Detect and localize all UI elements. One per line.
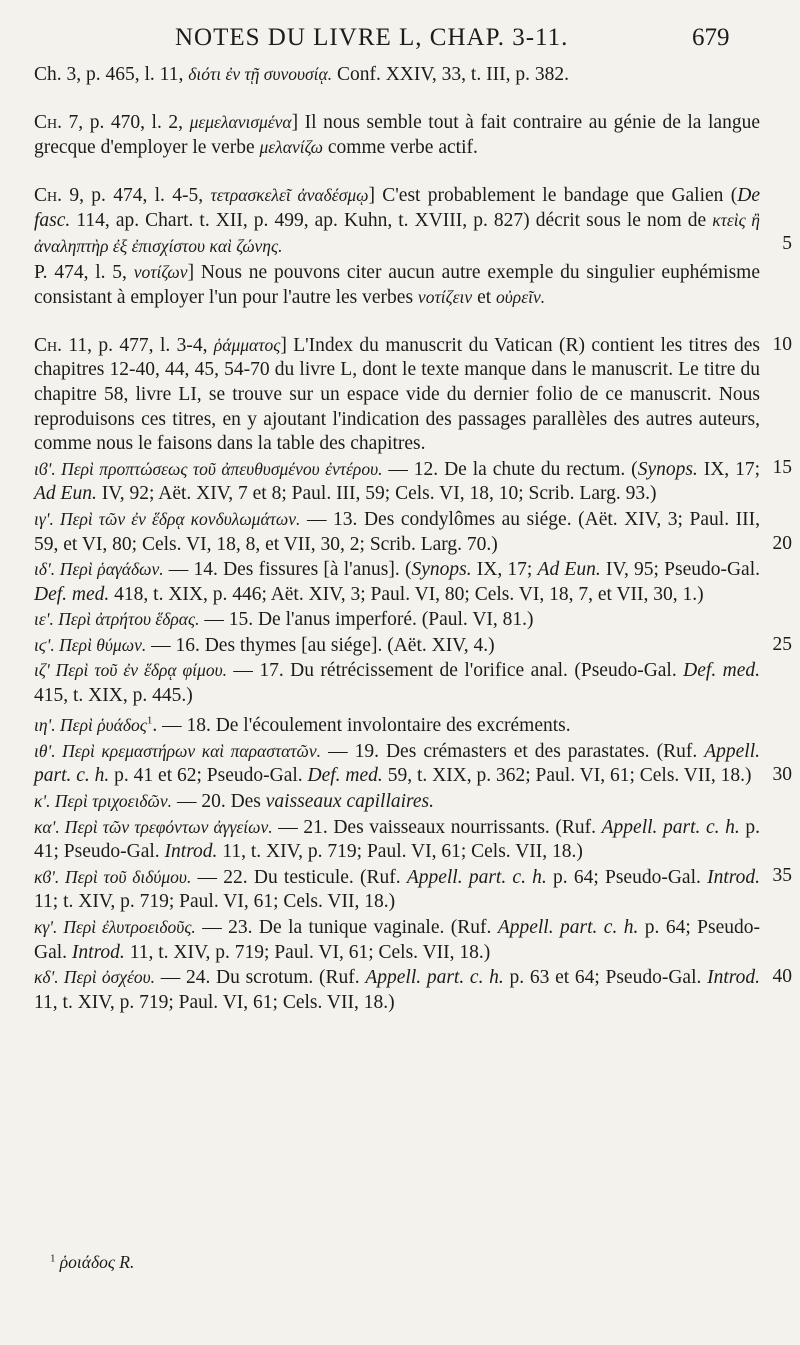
note-text: κδʹ. Περὶ ὀσχέου. — 24. Du scrotum. (Ruf. Appell. part. c. h. p. 63 et 64; Pseudo-Gal. Introd. 11, t. XIV, p. 719; Paul. VI, 61; Cels. VII, 18.)	[34, 967, 760, 1013]
note-e18	[34, 709, 760, 739]
note-text: κγʹ. Περὶ ἐλυτροειδοῦς. — 23. De la tunique vaginale. (Ruf. Appell. part. c. h. p. 64; Pseudo-Gal. Introd. 11, t. XIV, p. 719; Paul. VI, 61; Cels. VII, 18.)	[34, 916, 760, 963]
note-n2	[34, 110, 760, 161]
page-header	[0, 20, 800, 60]
note-text: P. 474, l. 5, νοτίζων] Nous ne pouvons citer aucun autre exemple du singulier euphémisme consistant à employer l'un pour l'autre les verbes νοτίζειν et οὐρεῖν.	[34, 261, 760, 309]
line-number: 40	[772, 966, 792, 988]
note-text: ιγʹ. Περὶ τῶν ἐν ἕδρᾳ κονδυλωμάτων. — 13. Des condylômes au siége. (Aët. XIV, 3; Paul. III, 59, et VI, 80; Cels. VI, 18, 8, et VII, 30, 2; Scrib. Larg. 70.)	[34, 508, 760, 555]
notes-body	[34, 62, 792, 1015]
line-number: 30	[772, 764, 792, 786]
note-e23	[34, 915, 760, 965]
note-text: κϐʹ. Περὶ τοῦ διδύμου. — 22. Du testicule. (Ruf. Appell. part. c. h. p. 64; Pseudo-Gal. Introd. 11; t. XIV, p. 719; Paul. VI, 61; Cels. VII, 18.)	[34, 866, 760, 913]
note-text: ιηʹ. Περὶ ῥυάδος$^1$. — 18. De l'écoulement involontaire des excréments.	[34, 714, 571, 737]
note-e15	[34, 607, 760, 633]
note-text: Ch. 7, p. 470, l. 2, μεμελανισμένα] Il nous semble tout à fait contraire au génie de la langue grecque d'employer le verbe μελανίζω comme verbe actif.	[34, 111, 760, 159]
note-text: Ch. 3, p. 465, l. 11, διότι ἐν τῇ συνουσίᾳ. Conf. XXIV, 33, t. III, p. 382.	[34, 64, 569, 85]
note-e13	[34, 507, 792, 557]
footnote	[50, 1252, 750, 1273]
note-e19	[34, 739, 792, 789]
note-text: ιδʹ. Περὶ ῥαγάδων. — 14. Des fissures [à l'anus]. (Synops. IX, 17; Ad Eun. IV, 95; Pseudo-Gal. Def. med. 418, t. XIX, p. 446; Aët. XIV, 3; Paul. VI, 80; Cels. VI, 18, 7, et VII, 30, 1.)	[34, 559, 761, 605]
note-n3	[34, 183, 792, 260]
note-text: καʹ. Περὶ τῶν τρεφόντων ἀγγείων. — 21. Des vaisseaux nourrissants. (Ruf. Appell. part. c. h. p. 41; Pseudo-Gal. Introd. 11, t. XIV, p. 719; Paul. VI, 61; Cels. VII, 18.)	[34, 816, 760, 863]
note-text: ιϛʹ. Περὶ θύμων. — 16. Des thymes [au siége]. (Aët. XIV, 4.)	[34, 634, 495, 656]
line-number: 10	[772, 333, 792, 355]
note-e22	[34, 865, 760, 915]
note-e17	[34, 658, 760, 708]
line-number: 20	[772, 532, 792, 554]
line-number: 15	[772, 456, 792, 478]
note-e12	[34, 457, 760, 507]
note-text: Ch. 9, p. 474, l. 4-5, τετρασκελεῖ ἀναδέσμῳ] C'est probablement le bandage que Galien (De fasc. 114, ap. Chart. t. XII, p. 499, ap. Kuhn, t. XVIII, p. 827) décrit sous le nom de κτεὶς ἢ ἀναληπτὴρ ἐξ ἐπισχίστου καὶ ζώνης.	[34, 184, 760, 256]
note-e16	[34, 633, 792, 659]
note-e24	[34, 965, 792, 1015]
note-text: κʹ. Περὶ τριχοειδῶν. — 20. Des vaisseaux capillaires.	[34, 790, 435, 812]
note-text: ιϐʹ. Περὶ προπτώσεως τοῦ ἀπευθυσμένου ἐντέρου. — 12. De la chute du rectum. (Synops. IX, 17; Ad Eun. IV, 92; Aët. XIV, 7 et 8; Paul. III, 59; Cels. VI, 18, 10; Scrib. Larg. 93.)	[34, 458, 761, 505]
running-head: NOTES DU LIVRE L, CHAP. 3-11.	[175, 24, 569, 51]
note-text: ιζʹ Περὶ τοῦ ἐν ἕδρᾳ φίμου. — 17. Du rétrécissement de l'orifice anal. (Pseudo-Gal. Def. med. 415, t. XIX, p. 445.)	[34, 660, 761, 707]
footnote-text: ῥοιάδος R.	[59, 1252, 135, 1272]
note-n5	[34, 333, 792, 478]
note-text: ιθʹ. Περὶ κρεμαστήρων καὶ παραστατῶν. — 19. Des crémasters et des parastates. (Ruf. Appell. part. c. h. p. 41 et 62; Pseudo-Gal. Def. med. 59, t. XIX, p. 362; Paul. VI, 61; Cels. VII, 18.)	[34, 740, 760, 787]
note-text: Ch. 11, p. 477, l. 3-4, ῥάμματος] L'Index du manuscrit du Vatican (R) contient les titres des chapitres 12-40, 44, 45, 54-70 du livre L, dont le texte manque dans le manuscrit. Le titre du chapitre 58, livre LI, se trouve sur un espace vide du dernier folio de ce manuscrit. Nous reproduisons ces titres, en y ajoutant l'indication des passages parallèles des autres auteurs, comme nous le faisons dans la table des chapitres.	[34, 334, 760, 455]
footnote-mark: 1	[50, 1252, 56, 1265]
line-number: 25	[772, 633, 792, 655]
note-n1	[34, 62, 760, 88]
note-text: ιεʹ. Περὶ ἀτρήτου ἕδρας. — 15. De l'anus imperforé. (Paul. VI, 81.)	[34, 609, 534, 631]
note-e21	[34, 815, 792, 886]
note-e20	[34, 789, 760, 815]
note-e14	[34, 557, 760, 607]
note-n4	[34, 260, 760, 311]
line-number: 35	[772, 864, 792, 886]
line-number: 5	[782, 232, 792, 254]
page-number: 679	[692, 24, 730, 51]
